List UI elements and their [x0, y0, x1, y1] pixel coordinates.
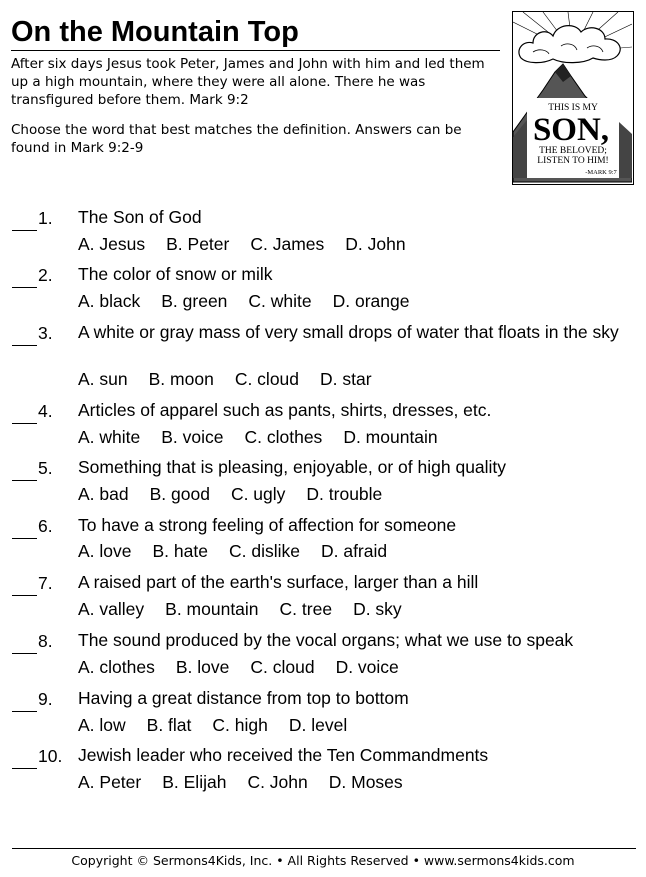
intro-paragraph: After six days Jesus took Peter, James and John with him and led them up a high mountain, where they were all alone. There he was transfigured before them. Mark 9:2: [11, 56, 485, 108]
question-definition: The color of snow or milk: [78, 264, 273, 284]
choice-a: A. valley: [78, 599, 145, 619]
choice-d: D. trouble: [306, 484, 383, 504]
question-definition: A white or gray mass of very small drops of water that floats in the sky: [78, 322, 619, 342]
answer-choices: [78, 368, 393, 390]
choice-c: C. James: [250, 234, 325, 254]
question-number: 6.: [38, 516, 53, 536]
illustration-line-2: SON,: [532, 112, 610, 148]
choice-c: C. cloud: [250, 657, 315, 677]
answer-blank[interactable]: [12, 480, 37, 481]
choice-d: D. sky: [353, 599, 402, 619]
illustration-line-1: THIS IS MY: [548, 103, 598, 113]
question-definition: The sound produced by the vocal organs; what we use to speak: [78, 630, 574, 650]
answer-blank[interactable]: [12, 711, 37, 712]
answer-blank[interactable]: [12, 287, 37, 288]
choice-a: A. clothes: [78, 657, 155, 677]
answer-choices: [78, 426, 459, 448]
choice-a: A. black: [78, 291, 141, 311]
question-definition: To have a strong feeling of affection for someone: [78, 515, 457, 535]
answer-choices: [78, 483, 403, 505]
footer-divider: [12, 848, 636, 849]
question-number: 2.: [38, 265, 53, 285]
choice-b: B. moon: [148, 369, 214, 389]
choice-a: A. Peter: [78, 772, 142, 792]
question-definition: Jewish leader who received the Ten Commandments: [78, 745, 489, 765]
choice-b: B. hate: [152, 541, 208, 561]
choice-a: A. love: [78, 541, 132, 561]
choice-a: A. low: [78, 715, 126, 735]
illustration-line-4: LISTEN TO HIM!: [537, 156, 609, 166]
question-number: 5.: [38, 458, 53, 478]
question-number: 4.: [38, 401, 53, 421]
choice-d: D. star: [320, 369, 372, 389]
answer-choices: [78, 540, 408, 562]
choice-d: D. John: [345, 234, 406, 254]
instructions-paragraph: Choose the word that best matches the definition. Answers can be found in Mark 9:2-9: [11, 122, 462, 156]
answer-blank[interactable]: [12, 653, 37, 654]
choice-c: C. clothes: [244, 427, 323, 447]
choice-b: B. mountain: [165, 599, 259, 619]
choice-c: C. tree: [279, 599, 333, 619]
illustration-reference: -MARK 9:7: [585, 169, 617, 176]
answer-choices: [78, 656, 420, 678]
answer-choices: [78, 290, 430, 312]
answer-blank[interactable]: [12, 595, 37, 596]
question-definition: A raised part of the earth's surface, larger than a hill: [78, 572, 479, 592]
question-definition: Something that is pleasing, enjoyable, or of high quality: [78, 457, 507, 477]
question-number: 3.: [38, 323, 53, 343]
copyright-footer: Copyright © Sermons4Kids, Inc. • All Rights Reserved • www.sermons4kids.com: [71, 853, 575, 868]
question-number: 8.: [38, 631, 53, 651]
choice-b: B. good: [149, 484, 210, 504]
choice-b: B. love: [175, 657, 230, 677]
choice-d: D. Moses: [328, 772, 403, 792]
choice-b: B. flat: [146, 715, 192, 735]
answer-blank[interactable]: [12, 538, 37, 539]
choice-d: D. mountain: [343, 427, 438, 447]
choice-c: C. cloud: [234, 369, 300, 389]
answer-choices: [78, 598, 423, 620]
choice-c: C. John: [247, 772, 308, 792]
answer-blank[interactable]: [12, 230, 37, 231]
choice-b: B. green: [161, 291, 228, 311]
answer-choices: [78, 771, 424, 793]
choice-c: C. white: [248, 291, 312, 311]
choice-d: D. voice: [335, 657, 399, 677]
question-definition: Having a great distance from top to bottom: [78, 688, 409, 708]
choice-c: C. high: [212, 715, 268, 735]
choice-d: D. orange: [332, 291, 410, 311]
answer-choices: [78, 233, 427, 255]
choice-d: D. level: [288, 715, 348, 735]
choice-b: B. Peter: [166, 234, 230, 254]
choice-a: A. sun: [78, 369, 128, 389]
choice-a: A. Jesus: [78, 234, 146, 254]
title-divider: [11, 50, 500, 51]
choice-c: C. ugly: [230, 484, 286, 504]
answer-blank[interactable]: [12, 768, 37, 769]
page-title: On the Mountain Top: [11, 16, 299, 48]
question-number: 1.: [38, 208, 53, 228]
question-definition: The Son of God: [78, 207, 202, 227]
choice-a: A. bad: [78, 484, 129, 504]
answer-choices: [78, 714, 368, 736]
choice-a: A. white: [78, 427, 141, 447]
mountain-cloud-image: [513, 12, 632, 183]
choice-b: B. voice: [161, 427, 224, 447]
transfiguration-illustration: [512, 11, 634, 185]
choice-d: D. afraid: [320, 541, 388, 561]
question-number: 9.: [38, 689, 53, 709]
question-number: 7.: [38, 573, 53, 593]
illustration-line-3: THE BELOVED;: [539, 146, 607, 156]
answer-blank[interactable]: [12, 423, 37, 424]
question-number: 10.: [38, 746, 63, 766]
choice-c: C. dislike: [228, 541, 300, 561]
answer-blank[interactable]: [12, 345, 37, 346]
question-definition: Articles of apparel such as pants, shirts, dresses, etc.: [78, 400, 492, 420]
choice-b: B. Elijah: [162, 772, 227, 792]
